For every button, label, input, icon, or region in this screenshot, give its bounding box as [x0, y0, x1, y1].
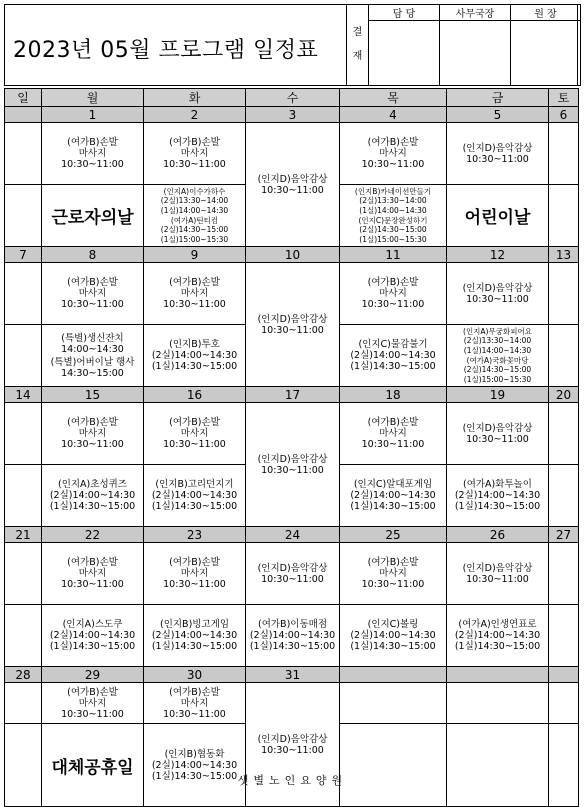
am-program-cell-sun — [5, 123, 42, 185]
am-program-cell-fri — [447, 403, 549, 465]
cell-text-line: 어린이날 — [464, 208, 531, 228]
cell-text-line: (2실)14:30~15:00 — [359, 225, 427, 235]
cell-text-line: 10:30~11:00 — [261, 324, 324, 336]
cell-text-line: (특별)어버이날 행사 — [50, 356, 135, 368]
cell-text-line: (인지D)음악감상 — [462, 282, 533, 294]
cell-text-line: (인지C)물감불기 — [358, 339, 428, 350]
cell-text-line: (여가B)손발 — [169, 137, 220, 148]
cell-text-line: (여가A)틴티컴 — [170, 215, 219, 225]
cell-text-line: (인지D)음악감상 — [257, 313, 328, 325]
approval-sign-secretary[interactable] — [440, 21, 511, 86]
calendar-grid — [4, 88, 579, 807]
cell-text-line: (2실)13:30~14:00 — [359, 196, 427, 206]
cell-text-line: 10:30~11:00 — [163, 708, 226, 720]
cell-text-line: 10:30~11:00 — [261, 464, 324, 476]
cell-text-line: (여가B)손발 — [67, 557, 118, 568]
pm-program-cell-sat — [549, 465, 579, 527]
approval-sign-director[interactable] — [511, 21, 581, 86]
cell-text-line: (여가B)손발 — [67, 417, 118, 428]
date-row — [5, 527, 579, 543]
date-fri — [447, 667, 549, 683]
cell-text-line: (1실)14:30~15:00 — [151, 770, 238, 782]
cell-text-line: 10:30~11:00 — [466, 433, 529, 445]
cell-text-line: 10:30~11:00 — [61, 579, 124, 590]
pm-program-cell-sat — [549, 185, 579, 247]
weekday-mon: 월 — [42, 89, 144, 107]
cell-text-line: 대체공휴일 — [51, 757, 134, 778]
cell-text-line: (특별)생신잔치 — [61, 332, 124, 344]
cell-text-line: 14:00~14:30 — [61, 343, 124, 355]
afternoon-row — [5, 605, 579, 667]
cell-text-line: (인지A)스도쿠 — [62, 619, 123, 630]
morning-row — [5, 683, 579, 724]
am-program-cell-thu — [340, 543, 447, 605]
date-wed: 10 — [246, 247, 340, 263]
cell-text-line: (2실)14:00~14:30 — [350, 630, 436, 641]
cell-text-line: 10:30~11:00 — [361, 579, 425, 590]
date-fri: 26 — [447, 527, 549, 543]
cell-text-line: 10:30~11:00 — [163, 159, 226, 170]
date-wed: 3 — [246, 107, 340, 123]
cell-text-line: (여가A)국화꽃마당 — [466, 355, 529, 365]
cell-text-line: (1실)14:30~15:00 — [350, 501, 436, 512]
cell-text-line: 마사지 — [180, 697, 209, 709]
cell-text-line: (1실)14:30~15:00 — [454, 641, 541, 652]
cell-text-line: (인지A)이수가하수 — [163, 186, 226, 196]
cell-text-line: 10:30~11:00 — [261, 184, 324, 196]
cell-text-line: (인지C)문장완성하기 — [358, 215, 428, 225]
date-sat — [549, 667, 579, 683]
date-row — [5, 247, 579, 263]
cell-text-line: (여가B)손발 — [67, 137, 118, 148]
am-program-cell-fri — [447, 683, 549, 724]
cell-text-line: 마사지 — [180, 568, 209, 579]
cell-text-line: (인지A)초성퀴즈 — [58, 479, 127, 490]
am-program-cell-thu — [340, 263, 447, 325]
am-program-cell-mon — [42, 683, 144, 724]
cell-text-line: (인지C)볼링 — [367, 619, 419, 630]
pm-program-cell-thu — [340, 185, 447, 247]
cell-text-line: 마사지 — [379, 428, 407, 439]
pm-program-cell-mon — [42, 724, 144, 807]
cell-text-line: 10:30~11:00 — [163, 299, 226, 310]
date-fri: 5 — [447, 107, 549, 123]
approval-side-label: 결 재 — [347, 5, 369, 86]
date-mon: 29 — [42, 667, 144, 683]
cell-text-line: (1실)14:30~15:00 — [454, 501, 541, 512]
footer-org-name: 샛별노인요양원 — [237, 774, 348, 787]
am-program-cell-tue — [144, 683, 246, 724]
pm-program-cell-thu — [340, 325, 447, 387]
cell-text-line: (인지B)빙고게임 — [160, 619, 229, 630]
cell-text-line: (1실)14:30~15:00 — [49, 501, 136, 512]
date-tue: 2 — [144, 107, 246, 123]
weekday-header-row — [5, 89, 579, 107]
am-program-cell-tue — [144, 263, 246, 325]
date-mon: 1 — [42, 107, 144, 123]
date-wed: 17 — [246, 387, 340, 403]
am-program-cell-sat — [549, 543, 579, 605]
pm-program-cell-sat — [549, 605, 579, 667]
cell-text-line: (여가A)화투놀이 — [463, 479, 532, 490]
cell-text-line: 마사지 — [78, 288, 107, 299]
date-sat: 6 — [549, 107, 579, 123]
cell-text-line: (여가B)손발 — [169, 417, 220, 428]
am-program-cell-tue — [144, 123, 246, 185]
cell-text-line: (1실)14:30~15:00 — [151, 361, 238, 372]
am-program-cell-sun — [5, 403, 42, 465]
date-mon: 15 — [42, 387, 144, 403]
cell-text-line: 10:30~11:00 — [466, 293, 529, 305]
cell-text-line: (인지D)음악감상 — [462, 142, 533, 154]
cell-text-line: (1실)14:00~14:30 — [160, 205, 229, 215]
cell-text-line: 10:30~11:00 — [466, 573, 529, 585]
cell-text-line: (2실)14:00~14:30 — [49, 630, 136, 641]
pm-program-cell-fri — [447, 325, 549, 387]
cell-text-line: 10:30~11:00 — [261, 573, 324, 585]
cell-text-line: (1실)14:30~15:00 — [49, 641, 136, 652]
date-thu — [340, 667, 447, 683]
cell-text-line: (2실)14:30~15:00 — [160, 225, 229, 235]
weekday-fri: 금 — [447, 89, 549, 107]
pm-program-cell-fri — [447, 185, 549, 247]
am-program-cell-thu — [340, 123, 447, 185]
weekday-sun: 일 — [5, 89, 42, 107]
cell-text-line: 마사지 — [379, 568, 407, 579]
cell-text-line: 10:30~11:00 — [61, 439, 124, 450]
cell-text-line: (인지D)음악감상 — [257, 733, 328, 745]
program-cell-wed — [246, 123, 340, 247]
cell-text-line: 마사지 — [379, 288, 407, 299]
pm-program-cell-wed — [246, 605, 340, 667]
cell-text-line: (2실)13:30~14:00 — [160, 196, 229, 206]
weekday-wed: 수 — [246, 89, 340, 107]
pm-program-cell-tue — [144, 724, 246, 807]
date-fri: 12 — [447, 247, 549, 263]
weekday-thu: 목 — [340, 89, 447, 107]
morning-row — [5, 263, 579, 325]
cell-text-line: (인지B)투호 — [169, 339, 220, 350]
cell-text-line: (인지D)음악감상 — [257, 562, 328, 574]
pm-program-cell-thu — [340, 465, 447, 527]
cell-text-line: (2실)14:00~14:30 — [454, 490, 541, 501]
cell-text-line: 마사지 — [180, 428, 209, 439]
pm-program-cell-mon — [42, 185, 144, 247]
date-sat: 13 — [549, 247, 579, 263]
cell-text-line: (1실)15:00~15:30 — [359, 234, 427, 244]
cell-text-line: 14:30~15:00 — [61, 367, 124, 379]
cell-text-line: (여가A)인생연표로 — [458, 619, 537, 630]
am-program-cell-wed — [246, 543, 340, 605]
pm-program-cell-sun — [5, 325, 42, 387]
date-sun: 21 — [5, 527, 42, 543]
cell-text-line: (2실)14:30~15:00 — [463, 365, 532, 375]
pm-program-cell-tue — [144, 185, 246, 247]
date-tue: 23 — [144, 527, 246, 543]
approval-sign-staff[interactable] — [369, 21, 440, 86]
cell-text-line: (인지D)음악감상 — [257, 173, 328, 185]
pm-program-cell-sun — [5, 185, 42, 247]
am-program-cell-tue — [144, 543, 246, 605]
cell-text-line: 마사지 — [78, 568, 107, 579]
cell-text-line: (여가B)손발 — [367, 277, 419, 288]
date-wed: 31 — [246, 667, 340, 683]
am-program-cell-sat — [549, 403, 579, 465]
date-sat: 27 — [549, 527, 579, 543]
cell-text-line: (1실)14:00~14:30 — [463, 345, 532, 355]
cell-text-line: (2실)14:00~14:30 — [350, 490, 436, 501]
cell-text-line: (1실)14:30~15:00 — [249, 641, 336, 652]
date-thu: 18 — [340, 387, 447, 403]
pm-program-cell-sat — [549, 325, 579, 387]
date-sun: 14 — [5, 387, 42, 403]
date-thu: 11 — [340, 247, 447, 263]
am-program-cell-fri — [447, 123, 549, 185]
cell-text-line: 10:30~11:00 — [466, 153, 529, 165]
approval-role-director: 원 장 — [511, 5, 581, 21]
cell-text-line: 마사지 — [379, 148, 407, 159]
date-sun: 28 — [5, 667, 42, 683]
am-program-cell-sat — [549, 263, 579, 325]
weekday-sat: 토 — [549, 89, 579, 107]
am-program-cell-sat — [549, 123, 579, 185]
am-program-cell-fri — [447, 263, 549, 325]
date-tue: 9 — [144, 247, 246, 263]
cell-text-line: 마사지 — [78, 148, 107, 159]
approval-role-secretary: 사무국장 — [440, 5, 511, 21]
cell-text-line: (2실)14:00~14:30 — [49, 490, 136, 501]
am-program-cell-mon — [42, 123, 144, 185]
cell-text-line: (인지D)음악감상 — [462, 562, 533, 574]
cell-text-line: (여가B)손발 — [367, 137, 419, 148]
date-sun: 7 — [5, 247, 42, 263]
cell-text-line: (2실)14:00~14:30 — [151, 490, 238, 501]
cell-text-line: 10:30~11:00 — [61, 299, 124, 310]
cell-text-line: 10:30~11:00 — [163, 579, 226, 590]
cell-text-line: (여가B)손발 — [367, 557, 419, 568]
am-program-cell-mon — [42, 403, 144, 465]
cell-text-line: (1실)14:00~14:30 — [359, 205, 427, 215]
cell-text-line: (인지C)알대포게임 — [353, 479, 433, 490]
pm-program-cell-tue — [144, 325, 246, 387]
weekday-tue: 화 — [144, 89, 246, 107]
cell-text-line: (인지B)카네이션만들기 — [354, 186, 432, 196]
morning-row — [5, 123, 579, 185]
date-sat: 20 — [549, 387, 579, 403]
cell-text-line: (여가B)손발 — [67, 686, 118, 698]
am-program-cell-mon — [42, 263, 144, 325]
date-wed: 24 — [246, 527, 340, 543]
cell-text-line: 10:30~11:00 — [261, 744, 324, 756]
pm-program-cell-fri — [447, 465, 549, 527]
cell-text-line: (2실)14:00~14:30 — [151, 350, 238, 361]
pm-program-cell-sun — [5, 605, 42, 667]
cell-text-line: (1실)14:30~15:00 — [350, 361, 436, 372]
cell-text-line: (2실)14:00~14:30 — [350, 350, 436, 361]
cell-text-line: (여가B)이동매점 — [258, 619, 327, 630]
date-tue: 16 — [144, 387, 246, 403]
cell-text-line: (2실)13:30~14:00 — [463, 336, 532, 346]
cell-text-line: (1실)14:30~15:00 — [151, 501, 238, 512]
pm-program-cell-sun — [5, 724, 42, 807]
date-row — [5, 107, 579, 123]
am-program-cell-tue — [144, 403, 246, 465]
pm-program-cell-tue — [144, 605, 246, 667]
cell-text-line: 10:30~11:00 — [361, 299, 425, 310]
cell-text-line: (인지D)음악감상 — [462, 422, 533, 434]
pm-program-cell-sun — [5, 465, 42, 527]
header-box — [4, 4, 578, 86]
pm-program-cell-thu — [340, 724, 447, 807]
cell-text-line: (2실)14:00~14:30 — [454, 630, 541, 641]
date-sun — [5, 107, 42, 123]
cell-text-line: 10:30~11:00 — [61, 708, 124, 720]
morning-row — [5, 543, 579, 605]
am-program-cell-sat — [549, 683, 579, 724]
cell-text-line: (1실)15:00~15:30 — [463, 374, 532, 384]
am-program-cell-fri — [447, 543, 549, 605]
cell-text-line: 10:30~11:00 — [361, 439, 425, 450]
cell-text-line: 마사지 — [78, 428, 107, 439]
cell-text-line: 10:30~11:00 — [61, 159, 124, 170]
cell-text-line: (여가B)손발 — [169, 686, 220, 698]
cell-text-line: 10:30~11:00 — [163, 439, 226, 450]
am-program-cell-sun — [5, 263, 42, 325]
pm-program-cell-mon — [42, 605, 144, 667]
date-thu: 4 — [340, 107, 447, 123]
cell-text-line: 마사지 — [78, 697, 107, 709]
cell-text-line: (인지B)협동화 — [164, 748, 225, 760]
cell-text-line: (1실)15:00~15:30 — [160, 234, 229, 244]
date-row — [5, 667, 579, 683]
date-tue: 30 — [144, 667, 246, 683]
approval-role-staff: 담 당 — [369, 5, 440, 21]
pm-program-cell-mon — [42, 325, 144, 387]
cell-text-line: (인지B)고리던지기 — [155, 479, 234, 490]
cell-text-line: (인지D)음악감상 — [257, 453, 328, 465]
pm-program-cell-thu — [340, 605, 447, 667]
pm-program-cell-mon — [42, 465, 144, 527]
date-fri: 19 — [447, 387, 549, 403]
approval-box — [346, 4, 581, 86]
date-mon: 8 — [42, 247, 144, 263]
am-program-cell-sun — [5, 543, 42, 605]
page-title: 2023년 05월 프로그램 일정표 — [13, 38, 319, 63]
cell-text-line: 10:30~11:00 — [361, 159, 425, 170]
pm-program-cell-sat — [549, 724, 579, 807]
morning-row — [5, 403, 579, 465]
am-program-cell-sun — [5, 683, 42, 724]
cell-text-line: (2실)14:00~14:30 — [249, 630, 336, 641]
cell-text-line: (여가B)손발 — [67, 277, 118, 288]
cell-text-line: (여가B)손발 — [367, 417, 419, 428]
cell-text-line: (2실)14:00~14:30 — [151, 759, 238, 771]
cell-text-line: 근로자의날 — [51, 208, 134, 228]
am-program-cell-thu — [340, 403, 447, 465]
cell-text-line: (인지A)무궁화피어요 — [463, 326, 532, 336]
am-program-cell-thu — [340, 683, 447, 724]
cell-text-line: (1실)14:30~15:00 — [151, 641, 238, 652]
cell-text-line: (여가B)손발 — [169, 277, 220, 288]
date-mon: 22 — [42, 527, 144, 543]
cell-text-line: (1실)14:30~15:00 — [350, 641, 436, 652]
date-row — [5, 387, 579, 403]
pm-program-cell-fri — [447, 605, 549, 667]
cell-text-line: 마사지 — [180, 148, 209, 159]
cell-text-line: 마사지 — [180, 288, 209, 299]
program-cell-wed — [246, 403, 340, 527]
am-program-cell-mon — [42, 543, 144, 605]
cell-text-line: (2실)14:00~14:30 — [151, 630, 238, 641]
pm-program-cell-fri — [447, 724, 549, 807]
pm-program-cell-tue — [144, 465, 246, 527]
date-thu: 25 — [340, 527, 447, 543]
program-cell-wed — [246, 263, 340, 387]
cell-text-line: (여가B)손발 — [169, 557, 220, 568]
